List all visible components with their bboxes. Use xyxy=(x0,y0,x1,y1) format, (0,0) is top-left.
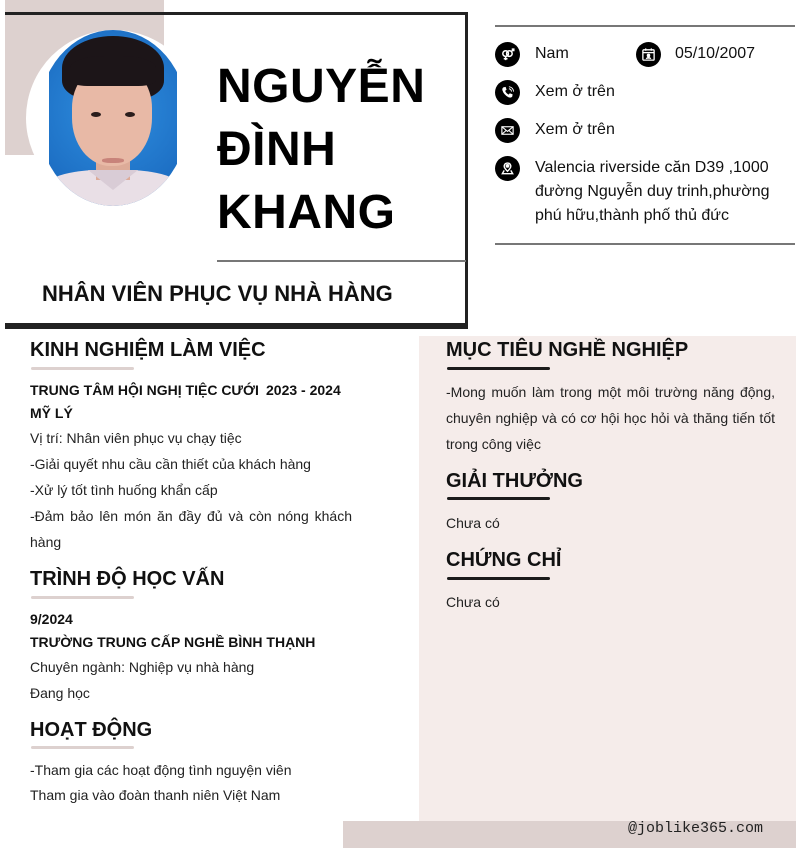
experience-duty: -Xử lý tốt tình huống khẩn cấp xyxy=(30,482,218,498)
address-line-2: đường Nguyễn duy trinh,phường xyxy=(535,183,770,200)
address-value xyxy=(535,156,770,228)
name-divider xyxy=(217,260,466,262)
education-date: 9/2024 xyxy=(30,611,73,627)
header-top-border xyxy=(5,12,468,15)
experience-period: 2023 - 2024 xyxy=(266,382,341,398)
job-title: NHÂN VIÊN PHỤC VỤ NHÀ HÀNG xyxy=(42,281,393,306)
activities-underline xyxy=(31,746,134,749)
address-line-3: phú hữu,thành phố thủ đức xyxy=(535,207,730,224)
education-title: TRÌNH ĐỘ HỌC VẤN xyxy=(30,568,225,590)
address-line-1: Valencia riverside căn D39 ,1000 xyxy=(535,159,769,176)
experience-underline xyxy=(31,367,134,370)
education-major: Chuyên ngành: Nghiệp vụ nhà hàng xyxy=(30,659,255,675)
full-name xyxy=(217,55,425,244)
name-line-1: NGUYỄN xyxy=(217,60,426,113)
education-underline xyxy=(31,596,134,599)
website-watermark: @joblike365.com xyxy=(628,820,764,837)
mail-icon xyxy=(495,118,520,143)
awards-text: Chưa có xyxy=(446,515,500,531)
phone-value: Xem ở trên xyxy=(535,83,615,100)
certificates-underline xyxy=(447,577,550,580)
activity-item: Tham gia vào đoàn thanh niên Việt Nam xyxy=(30,787,281,803)
info-divider-top xyxy=(495,25,795,27)
experience-title: KINH NGHIỆM LÀM VIỆC xyxy=(30,339,266,361)
phone-icon xyxy=(495,80,520,105)
profile-photo xyxy=(38,30,188,206)
experience-company-cont: MỸ LÝ xyxy=(30,405,73,421)
objective-text: -Mong muốn làm trong một môi trường năng động, chuyên nghiệp và có cơ hội học hỏi và thăng tiến tốt trong công việc xyxy=(446,384,775,452)
calendar-icon xyxy=(636,42,661,67)
email-value: Xem ở trên xyxy=(535,121,615,138)
awards-underline xyxy=(447,497,550,500)
activity-item: -Tham gia các hoạt động tình nguyện viên xyxy=(30,762,292,778)
experience-company: TRUNG TÂM HỘI NGHỊ TIỆC CƯỚI xyxy=(30,382,259,398)
name-line-3: KHANG xyxy=(217,186,396,239)
experience-duty: -Giải quyết nhu cầu cần thiết của khách hàng xyxy=(30,456,311,472)
awards-title: GIẢI THƯỞNG xyxy=(446,470,583,492)
education-status: Đang học xyxy=(30,685,90,701)
certificates-title: CHỨNG CHỈ xyxy=(446,549,562,571)
info-divider-bottom xyxy=(495,243,795,245)
education-school: TRƯỜNG TRUNG CẤP NGHỀ BÌNH THẠNH xyxy=(30,634,316,650)
objective-title: MỤC TIÊU NGHỀ NGHIỆP xyxy=(446,339,689,361)
gender-icon xyxy=(495,42,520,67)
experience-position: Vị trí: Nhân viên phục vụ chạy tiệc xyxy=(30,430,242,446)
location-icon xyxy=(495,156,520,181)
activities-title: HOẠT ĐỘNG xyxy=(30,719,153,741)
birthday-value: 05/10/2007 xyxy=(675,45,756,62)
gender-value: Nam xyxy=(535,45,569,62)
objective-underline xyxy=(447,367,550,370)
certificates-text: Chưa có xyxy=(446,594,500,610)
experience-duty: -Đảm bảo lên món ăn đầy đủ và còn nóng khách hàng xyxy=(30,508,352,550)
name-line-2: ĐÌNH xyxy=(217,123,337,176)
header-bottom-border xyxy=(5,323,468,326)
